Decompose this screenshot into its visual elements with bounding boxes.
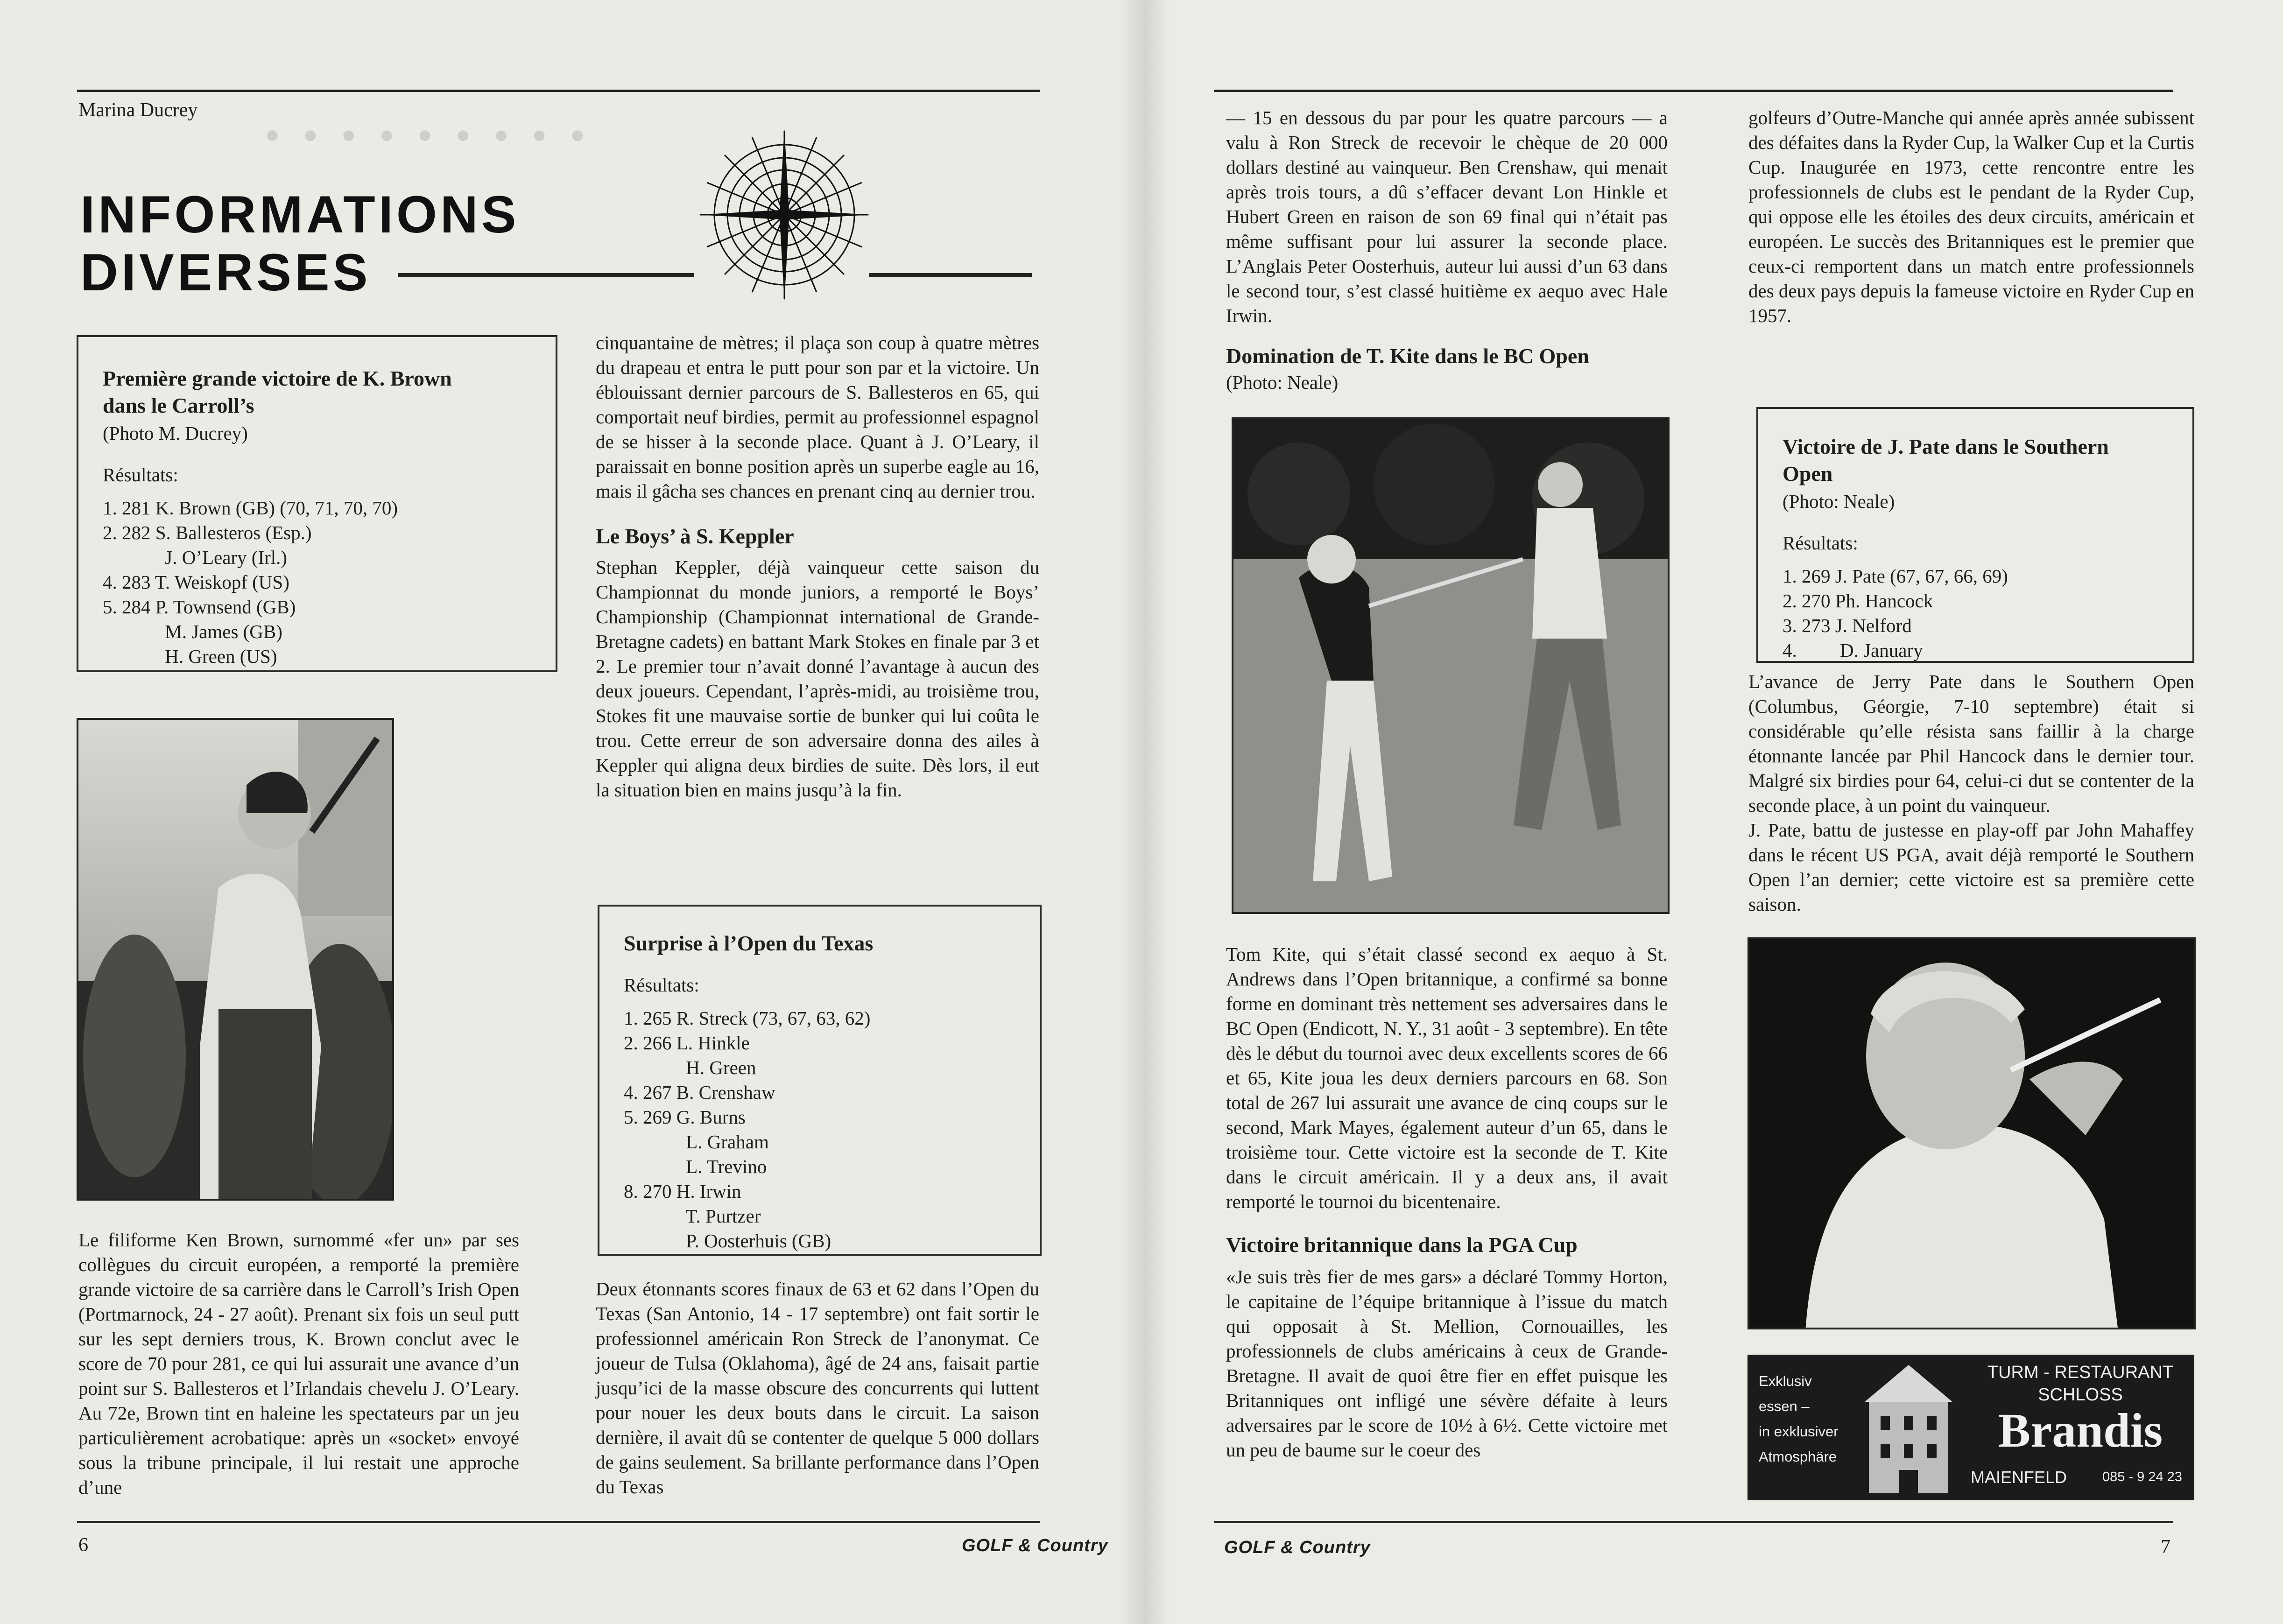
article-keppler-text: Stephan Keppler, déjà vainqueur cette saison du Championnat du monde juniors, a remporté le Boys’ Championship (Championnat international de Grande-Bretagne cadets) en battant Mark Stokes en finale par 3 et 2. Le premier tour n’avait donné l’avantage à aucun des deux joueurs. Cependant, l’après-midi, au troisième trou, Stokes fit une mauvaise sortie de bunker qui lui coûta le trou. Cette erreur de son adversaire donna des ailes à Keppler qui aligna deux birdies de suite. Dès lors, il eut la situation bien en mains jusqu’à la fin. (596, 556, 1039, 801)
list-item: M. James (GB) (103, 621, 282, 642)
magazine-logo: GOLF & Country (1224, 1538, 1371, 1557)
ad-phone: 085 - 9 24 23 (2102, 1469, 2182, 1484)
list-item: 1. 265 R. Streck (73, 67, 63, 62) (624, 1007, 871, 1029)
author: Marina Ducrey (78, 99, 198, 121)
list-item: 2. 266 L. Hinkle (624, 1032, 750, 1054)
results-box-pate (1756, 407, 2194, 663)
ad-brand: Brandis (1998, 1404, 2163, 1457)
results-label: Résultats: (624, 974, 699, 996)
list-item: 4. 283 T. Weiskopf (US) (103, 571, 289, 593)
list-item: H. Green (624, 1057, 756, 1078)
box-title: Première grande victoire de K. Brown dans le Carroll’s (103, 366, 452, 417)
list-item: 1. 281 K. Brown (GB) (70, 71, 70, 70) (103, 497, 398, 519)
ad-brandis (1747, 1355, 2194, 1500)
list-item: 2. 270 Ph. Hancock (1783, 590, 1933, 612)
page-title: INFORMATIONS DIVERSES (80, 185, 520, 302)
magazine-logo: GOLF & Country (962, 1536, 1108, 1555)
results-box-brown (77, 335, 557, 672)
results-list (624, 1006, 1018, 1253)
top-rule (1214, 90, 2173, 92)
list-item: L. Graham (624, 1131, 769, 1153)
article-texas-continued: — 15 en dessous du par pour les quatre parcours — a valu à Ron Streck de recevoir le chèque de 20 000 dollars destiné au vainqueur. Ben Crenshaw, qui menait après trois tours, a dû s’effacer devant Lon Hinkle et Hubert Green en raison de son 69 final qui n’était pas même suffisant pour lui assurer la seconde place. L’Anglais Peter Oosterhuis, auteur lui aussi d’un 63 dans le second tour, s’est classé huitième ex aequo avec Hale Irwin. Domination de T. Kite dans le BC Open (Photo: Neale) (1226, 105, 1668, 395)
article-kite-text: Tom Kite, qui s’était classé second ex aequo à St. Andrews dans l’Open britannique, a confirmé sa bonne forme en dominant très nettement ses adversaires dans le BC Open (Endicott, N. Y., 31 août - 3 septembre). En tête dès le début du tournoi avec deux excellents scores de 66 et 65, Kite joua les deux derniers parcours en 68. Son total de 267 lui assurait une avance de cinq coups sur le second, Mark Mayes, également auteur d’un 65, dans le troisième tour. Cette victoire est la seconde de T. Kite dans le circuit américain. Il y a deux ans, il avait remporté le tournoi du bicentenaire. Victoire britannique dans la PGA Cup «Je suis très fier de mes gars» a déclaré Tommy Horton, le capitaine de l’équipe britannique à l’issue du match qui opposait à St. Mellion, Cornouailles, les professionnels de clubs américains à ceux de Grande-Bretagne. Il avait de quoi être fier en effet puisque les Britanniques ont infligé une sévère défaite à leurs adversaires par le score de 10½ à 6½. Cette victoire met un peu de baume sur le coeur des (1226, 942, 1668, 1462)
section-heading-keppler: Le Boys’ à S. Keppler (596, 524, 794, 548)
show-through-text: · · · · · · · · · (261, 99, 589, 172)
list-item: 5. 269 G. Burns (624, 1106, 746, 1128)
ad-heading: TURM - RESTAURANT SCHLOSS (1987, 1363, 2174, 1405)
bottom-rule (77, 1521, 1040, 1523)
article-pga-continued: golfeurs d’Outre-Manche qui année après année subissent des défaites dans la Ryder Cup, la Walker Cup et la Curtis Cup. Inaugurée en 1973, cette rencontre entre les professionnels de clubs est le pendant de la Ryder Cup, qui oppose elle les étoiles des deux circuits, américain et européen. Le succès des Britanniques est le premier que ceux-ci remportent dans un match entre professionnels des deux pays depuis la fameuse victoire en Ryder Cup en 1957. (1748, 107, 2194, 326)
article-brown-text: Le filiforme Ken Brown, surnommé «fer un» par ses collègues du circuit européen, a remporté la première grande victoire de sa carrière dans le Carroll’s Irish Open (Portmarnock, 24 - 27 août). Prenant six fois un seul putt sur les sept derniers trous, K. Brown conclut avec le score de 70 pour 281, ce qui lui assurait une avance d’un point sur S. Ballesteros et l’Irlandais chevelu J. O’Leary. Au 72e, Brown tint en haleine les spectateurs par un jeu particulièrement acrobatique: après un «socket» envoyé sous la tribune principale, il lui restait une approche d’une (78, 1229, 519, 1498)
list-item: L. Trevino (624, 1156, 767, 1177)
results-label: Résultats: (1783, 532, 1858, 554)
box-title: Victoire de J. Pate dans le Southern Open (1783, 435, 2109, 485)
list-item: 5. 284 P. Townsend (GB) (103, 596, 296, 618)
list-item: 4. D. January (1783, 640, 1923, 661)
list-item: 4. 267 B. Crenshaw (624, 1082, 775, 1103)
results-box-texas (598, 905, 1042, 1256)
section-heading-kite: Domination de T. Kite dans le BC Open (1226, 344, 1589, 368)
castle-tower-icon (1855, 1360, 1962, 1496)
article-pga-text: «Je suis très fier de mes gars» a déclaré Tommy Horton, le capitaine de l’équipe britannique à l’issue du match qui opposait à St. Mellion, Cornouailles, les professionnels de clubs américains à ceux de Grande-Bretagne. Il avait de quoi être fier en effet puisque les Britanniques ont infligé une sévère défaite à leurs adversaires par le score de 10½ à 6½. Cette victoire met un peu de baume sur le coeur des (1226, 1266, 1668, 1461)
list-item: T. Purtzer (624, 1205, 761, 1227)
list-item: 3. 273 J. Nelford (1783, 615, 1912, 636)
article-pate-text: L’avance de Jerry Pate dans le Southern Open (Columbus, Géorgie, 7-10 septembre) était si considérable qu’elle résista sans faillir à la charge étonnante lancée par Phil Hancock dans le dernier tour. Malgré six birdies pour 64, celui-ci dut se contenter de la seconde place, à un point du vainqueur. J. Pate, battu de justesse en play-off par John Mahaffey dans le récent US PGA, avait déjà remporté le Southern Open l’an dernier; cette victoire est sa première cette saison. (1748, 671, 2194, 915)
bottom-rule (1214, 1521, 2173, 1523)
article-texas-text: Deux étonnants scores finaux de 63 et 62 dans l’Open du Texas (San Antonio, 14 - 17 septembre) ont fait sortir le professionnel américain Ron Streck de l’anonymat. Ce joueur de Tulsa (Oklahoma), âgé de 24 ans, faisait partie jusqu’ici de la masse obscure des concurrents qui luttent pour nouer les deux bouts dans le circuit. La saison dernière, il avait dû se contenter de quelque 5 000 dollars de gains seulement. Sa brillante performance dans l’Open du Texas (596, 1278, 1039, 1497)
ad-place: MAIENFELD (1971, 1468, 2067, 1487)
list-item: 2. 282 S. Ballesteros (Esp.) (103, 522, 312, 543)
photo-ken-brown (77, 718, 394, 1201)
photo-credit: (Photo: Neale) (1783, 491, 1895, 512)
list-item: J. O’Leary (Irl.) (103, 547, 288, 568)
left-page (0, 0, 1139, 1624)
page-number: 6 (78, 1534, 88, 1556)
results-label: Résultats: (103, 464, 178, 485)
compass-rose-icon (696, 126, 873, 303)
list-item: P. Oosterhuis (GB) (624, 1230, 831, 1251)
ad-tagline: Exklusiv essen – in exklusiver Atmosphäre (1759, 1373, 1839, 1465)
page-gutter (1119, 0, 1170, 1624)
list-item: 8. 270 H. Irwin (624, 1181, 741, 1202)
page-number: 7 (2161, 1536, 2170, 1558)
list-item: H. Green (US) (103, 646, 277, 667)
results-list (1783, 564, 2171, 663)
photo-credit: (Photo: Neale) (1226, 372, 1339, 393)
list-item: 1. 269 J. Pate (67, 67, 66, 69) (1783, 565, 2008, 587)
photo-tom-kite (1232, 417, 1670, 914)
title-rule-right (869, 273, 1032, 277)
photo-jerry-pate (1747, 937, 2196, 1329)
title-rule-left (398, 273, 694, 277)
results-list (103, 496, 534, 669)
section-heading-pga: Victoire britannique dans la PGA Cup (1226, 1233, 1578, 1257)
top-rule (77, 90, 1040, 92)
photo-credit: (Photo M. Ducrey) (103, 422, 248, 444)
right-page (1139, 0, 2283, 1624)
box-title: Surprise à l’Open du Texas (624, 931, 874, 955)
article-brown-continued: cinquantaine de mètres; il plaça son coup à quatre mètres du drapeau et entra le putt pour son par et la victoire. Un éblouissant dernier parcours de S. Ballesteros en 65, qui comportait neuf birdies, permit au professionnel espagnol de se hisser à la seconde place. Quant à J. O’Leary, il paraissait en bonne position après un superbe eagle au 16, mais il gâcha ses chances en prenant cinq au dernier trou. Le Boys’ à S. Keppler Stephan Keppler, déjà vainqueur cette saison du Championnat du monde juniors, a remporté le Boys’ Championship (Championnat international de Grande-Bretagne cadets) en battant Mark Stokes en finale par 3 et 2. Le premier tour n’avait donné l’avantage à aucun des deux joueurs. Cependant, l’après-midi, au troisième trou, Stokes fit une mauvaise sortie de bunker qui lui coûta le trou. Cette erreur de son adversaire donna des ailes à Keppler qui aligna deux birdies de suite. Dès lors, il eut la situation bien en mains jusqu’à la fin. (596, 330, 1039, 802)
